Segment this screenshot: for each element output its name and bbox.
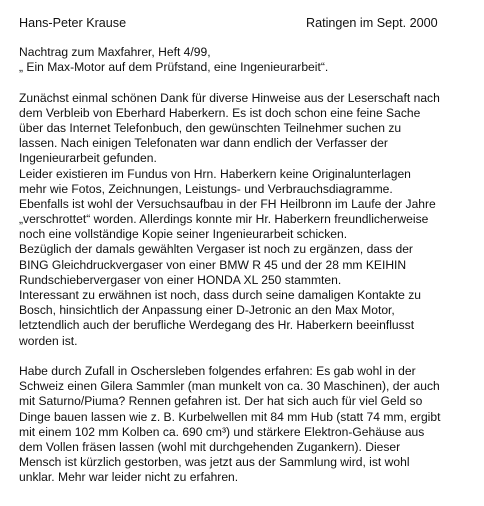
paragraph-line: „verschrottet“ worden. Allerdings konnte mir Hr. Haberkern freundlicherweise (19, 212, 429, 227)
paragraph-line: dem Vollen fräsen lassen (wohl mit durchgehenden Zugankern). Dieser (19, 439, 401, 454)
paragraph-line: Leider existieren im Fundus von Hrn. Haberkern keine Originalunterlagen (19, 166, 411, 181)
author-name: Hans-Peter Krause (19, 16, 127, 30)
paragraph-line: BING Gleichdruckvergaser von einer BMW R 45 und der 28 mm KEIHIN (19, 257, 407, 272)
paragraph-line: Zunächst einmal schönen Dank für diverse Hinweise aus der Leserschaft nach (19, 90, 440, 105)
paragraph-spacer (19, 349, 479, 364)
paragraph-line: dem Verbleib von Eberhard Haberkern. Es ist doch schon eine feine Sache (19, 105, 421, 120)
paragraph-line: mehr wie Fotos, Zeichnungen, Leistungs- und Verbrauchsdiagramme. (19, 181, 393, 196)
paragraph-line: Ebenfalls ist wohl der Versuchsaufbau in der FH Heilbronn im Laufe der Jahre (19, 196, 436, 211)
intro-block (19, 45, 479, 75)
paragraph-line: Interessant zu erwähnen ist noch, dass durch seine damaligen Kontakte zu (19, 288, 422, 302)
paragraph-1 (19, 91, 479, 349)
intro-line: „ Ein Max-Motor auf dem Prüfstand, eine Ingenieurarbeit“. (19, 60, 329, 75)
paragraph-line: über das Internet Telefonbuch, den gewünschten Teilnehmer suchen zu (19, 120, 402, 135)
paragraph-line: Dinge bauen lassen wie z. B. Kurbelwellen mit 84 mm Hub (statt 74 mm, ergibt (19, 409, 441, 424)
paragraph-line: lassen. Nach einigen Telefonaten war dann endlich der Verfasser der (19, 136, 388, 151)
paragraph-line: Schweiz einen Gilera Sammler (man munkelt von ca. 30 Maschinen), der auch (19, 379, 440, 394)
paragraph-line: mit einem 102 mm Kolben ca. 690 cm³) und stärkere Elektron-Gehäuse aus (19, 424, 425, 439)
paragraph-line: Rundschiebervergaser von einer HONDA XL 250 stammten. (19, 272, 342, 287)
paragraph-2 (19, 364, 479, 486)
paragraph-line: unklar. Mehr war leider nicht zu erfahren. (19, 470, 239, 485)
paragraph-line: Ingenieurarbeit gefunden. (19, 151, 157, 166)
place-date: Ratingen im Sept. 2000 (306, 16, 438, 30)
intro-line: Nachtrag zum Maxfahrer, Heft 4/99, (19, 45, 211, 59)
paragraph-line: letztendlich auch der berufliche Werdegang des Hr. Haberkern beeinflusst (19, 318, 415, 333)
paragraph-line: mit Saturno/Piuma? Rennen gefahren ist. Der hat sich auch für viel Geld so (19, 394, 423, 409)
paragraph-line: worden ist. (19, 333, 78, 348)
paragraph-spacer (19, 75, 479, 90)
paragraph-line: Bezüglich der damals gewählten Vergaser ist noch zu ergänzen, dass der (19, 242, 413, 257)
letter-body (19, 45, 479, 485)
letter-header (19, 16, 474, 32)
paragraph-line: Bosch, hinsichtlich der Anpassung einer D-Jetronic an den Max Motor, (19, 303, 395, 318)
paragraph-line: noch eine vollständige Kopie seiner Ingenieurarbeit schicken. (19, 227, 348, 242)
paragraph-line: Habe durch Zufall in Oschersleben folgendes erfahren: Es gab wohl in der (19, 363, 416, 378)
paragraph-line: Mensch ist kürzlich gestorben, was jetzt aus der Sammlung wird, ist wohl (19, 455, 410, 470)
